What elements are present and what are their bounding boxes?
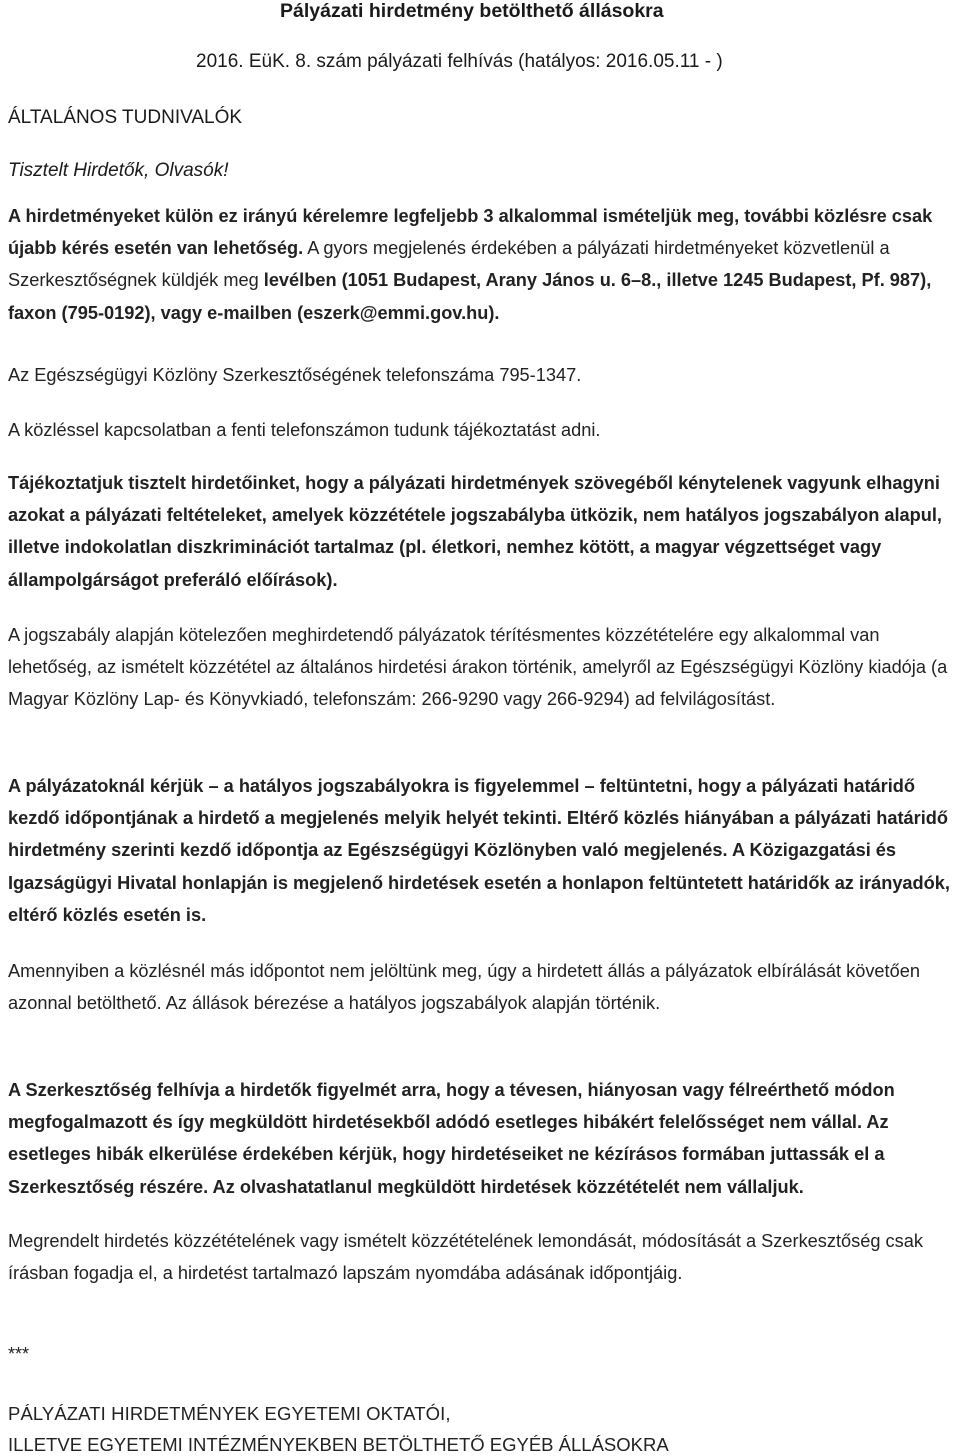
footer-heading-line1: PÁLYÁZATI HIRDETMÉNYEK EGYETEMI OKTATÓI,	[8, 1403, 451, 1424]
paragraph-phone: Az Egészségügyi Közlöny Szerkesztőségének telefonszáma 795-1347.	[8, 365, 582, 385]
paragraph-free-publication: A jogszabály alapján kötelezően meghirdetendő pályázatok térítésmentes közzétételére egy alkalommal van lehetőség, az ismételt közzététel az általános hirdetési árakon történik, amelyről az Egészségügyi Közlöny kiadója (a Magyar Közlöny Lap- és Könyvkiadó, telefonszám: 266-9290 vagy 266-9294) ad felvilágosítást.	[8, 625, 948, 710]
paragraph-cancellation: Megrendelt hirdetés közzétételének vagy ismételt közzétételének lemondását, módosítását a Szerkesztőség csak írásban fogadja el, a hirdetést tartalmazó lapszám nyomdába adásának időpontjáig.	[8, 1231, 923, 1284]
greeting: Tisztelt Hirdetők, Olvasók!	[8, 160, 229, 181]
paragraph-info: A közléssel kapcsolatban a fenti telefonszámon tudunk tájékoztatást adni.	[8, 420, 601, 440]
repeat-policy-text: A gyors megjelenés érdekében a pályázati hirdetményeket közvetlenül a Szerkesztőségnek küldjék meg	[8, 238, 890, 291]
repeat-policy-bold: A hirdetményeket külön ez irányú kérelemre legfeljebb 3 alkalommal ismételjük meg, további közlésre csak újabb kérés esetén van lehetőség.	[8, 206, 933, 259]
paragraph-conditions-notice: Tájékoztatjuk tisztelt hirdetőinket, hogy a pályázati hirdetmények szövegéből kénytelenek vagyunk elhagyni azokat a pályázati feltételeket, amelyek közzététele jogszabályba ütközik, nem hatályos jogszabályon alapul, illetve indokolatlan diszkriminációt tartalmaz (pl. életkori, nemhez kötött, a magyar végzettséget vagy állampolgárságot preferáló előírások).	[8, 473, 942, 590]
contact-details: levélben (1051 Budapest, Arany János u. 6–8., illetve 1245 Budapest, Pf. 987), faxon (795-0192), vagy e-mailben (eszerk@emmi.gov.hu).	[8, 270, 932, 323]
separator: ***	[8, 1344, 30, 1364]
document-subtitle: 2016. EüK. 8. szám pályázati felhívás (hatályos: 2016.05.11 - )	[196, 51, 723, 72]
footer-heading-line2: ILLETVE EGYETEMI INTÉZMÉNYEKBEN BETÖLTHETŐ EGYÉB ÁLLÁSOKRA	[8, 1434, 669, 1455]
paragraph-filling: Amennyiben a közlésnél más időpontot nem jelöltünk meg, úgy a hirdetett állás a pályázatok elbírálását követően azonnal betölthető. Az állások bérezése a hatályos jogszabályok alapján történik.	[8, 961, 920, 1014]
paragraph-deadline: A pályázatoknál kérjük – a hatályos jogszabályokra is figyelemmel – feltüntetni, hogy a pályázati határidő kezdő időpontjának a hirdető a megjelenés melyik helyét tekinti. Eltérő közlés hiányában a pályázati határidő hirdetmény szerinti kezdő időpontja az Egészségügyi Közlönyben való megjelenés. A Közigazgatási és Igazságügyi Hivatal honlapján is megjelenő hirdetések esetén a honlapon feltüntetett határidők az irányadók, eltérő közlés esetén is.	[8, 776, 950, 925]
document-title: Pályázati hirdetmény betölthető állásokra	[280, 0, 664, 22]
section-title: ÁLTALÁNOS TUDNIVALÓK	[8, 107, 243, 128]
paragraph-liability: A Szerkesztőség felhívja a hirdetők figyelmét arra, hogy a tévesen, hiányosan vagy félreérthető módon megfogalmazott és így megküldött hirdetésekből adódó esetleges hibákért felelősséget nem vállal. Az esetleges hibák elkerülése érdekében kérjük, hogy hirdetéseiket ne kézírásos formában juttassák el a Szerkesztőség részére. Az olvashatatlanul megküldött hirdetések közzétételét nem vállaljuk.	[8, 1080, 895, 1197]
paragraph-repeat-policy	[8, 200, 956, 329]
